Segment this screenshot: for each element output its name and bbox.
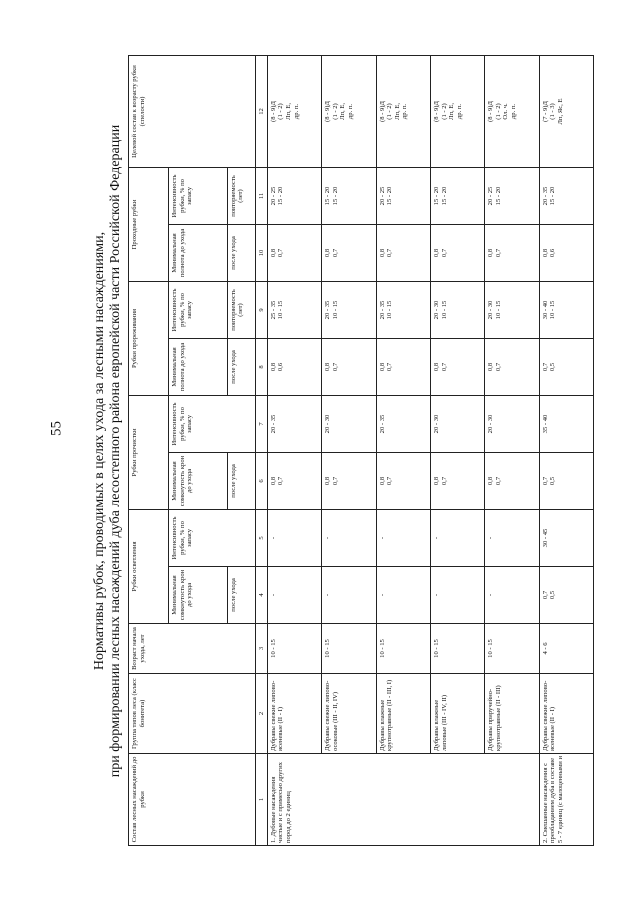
start-age-cell: 10 - 15 [430,624,484,674]
cell-line: др. п. [292,103,300,120]
table-body [267,55,593,845]
cell-line: 0,8 [324,248,332,258]
cell-line: 0,5 [549,362,557,372]
cell-line: 10 - 15 [331,300,339,320]
clearing-closure-cell: - [376,567,430,624]
header-start-age: Возраст начала ухода, лет [129,624,256,674]
clearing-intensity-cell: - [485,510,539,567]
cell-line: (8 - 9)Д [487,101,495,122]
cleaning-intensity-cell: 20 - 35 [267,395,321,452]
cell-line: 0,8 [324,362,332,372]
cell-line: Ол. ч. [502,103,510,120]
forest-type-cell: Дубравы свежие липово-ясеневые (II - I) [267,674,321,754]
passing-intensity-cell [485,167,539,224]
cell-line: 20 - 30 [432,300,440,320]
cell-line: 0,5 [549,590,557,600]
cell-line: 0,7 [541,590,549,600]
cell-line: 15 - 20 [324,186,332,206]
cell-line: др. п. [510,103,518,120]
cell-line: 0,8 [378,362,386,372]
cell-line: 15 - 20 [331,186,339,206]
column-number-row [255,55,267,845]
cell-line: др. п. [401,103,409,120]
column-number: 2 [255,674,267,754]
cell-line: 0,6 [549,248,557,258]
thinning-density-cell [430,338,484,395]
forest-type-cell: Дубравы свежие липово-ясеневые (II - I) [539,674,593,754]
cell-line: (8 - 9)Д [432,101,440,122]
clearing-intensity-cell: - [267,510,321,567]
cell-line: 0,7 [494,248,502,258]
passing-density-cell [485,224,539,281]
target-composition-cell [267,55,321,167]
cell-line: (1 - 2) [331,103,339,120]
thinning-intensity-cell [539,281,593,338]
target-composition-cell [539,55,593,167]
header-thinning: Рубки прореживания [129,281,169,395]
start-age-cell: 10 - 15 [267,624,321,674]
cell-line: 0,7 [494,476,502,486]
cell-line: 10 - 15 [277,300,285,320]
table-row [539,55,593,845]
cell-line: 0,6 [277,362,285,372]
column-number: 1 [255,754,267,846]
title-line: при формировании лесных насаждений дуба лесостепного района европейской части Российской Федерации [108,124,123,778]
cleaning-closure-cell [376,453,430,510]
cell-line: Лп, Яс, Е [556,98,564,125]
composition-cell: 2. Смешанные насаждения с преобладанием дуба в составе 5 - 7 единиц (с малоценными и [539,754,593,846]
header-intensity: Интенсивность рубки, % по запасу [169,395,256,452]
cell-line: (8 - 9)Д [269,101,277,122]
cell-line: 10 - 15 [494,300,502,320]
thinning-intensity-cell [485,281,539,338]
cleaning-closure-cell [322,453,376,510]
clearing-closure-cell: - [430,567,484,624]
column-number: 8 [255,338,267,395]
cleaning-closure-cell [430,453,484,510]
cell-line: 0,8 [269,248,277,258]
clearing-closure-cell: - [322,567,376,624]
header-after-care: после ухода [227,453,255,510]
column-number: 7 [255,395,267,452]
rotated-content [92,56,598,846]
table-row [267,55,321,845]
header-after-care: после ухода [227,567,255,624]
cleaning-intensity-cell: 20 - 30 [322,395,376,452]
target-composition-cell [376,55,430,167]
forest-type-cell: Дубравы влажные липовые (III - IV, II) [430,674,484,754]
cell-line: 0,7 [386,362,394,372]
cell-line: 15 - 20 [277,186,285,206]
target-composition-cell [485,55,539,167]
column-number: 11 [255,167,267,224]
cell-line: 0,7 [331,248,339,258]
page-number: 55 [48,421,65,436]
cell-line: 0,7 [541,476,549,486]
clearing-closure-cell [539,567,593,624]
cell-line: др. п. [347,103,355,120]
column-number: 10 [255,224,267,281]
cell-line: 0,7 [277,248,285,258]
passing-density-cell [430,224,484,281]
cell-line: др. п. [455,103,463,120]
cell-line: 15 - 20 [440,186,448,206]
table-row [376,55,430,845]
start-age-cell: 10 - 15 [376,624,430,674]
cell-line: (1 - 2) [277,103,285,120]
cell-line: Лп, Е, [448,103,456,120]
cell-line: 0,7 [277,476,285,486]
header-cleaning: Рубки прочистки [129,395,169,509]
table-row [485,55,539,845]
cell-line: 0,8 [378,248,386,258]
norms-table [128,55,594,846]
header-min-density: Минимальная полнота до ухода [169,338,227,395]
cell-line: 10 - 15 [440,300,448,320]
cell-line: (1 - 2) [440,103,448,120]
cell-line: 0,8 [269,476,277,486]
thinning-intensity-cell [267,281,321,338]
cell-line: 30 - 40 [541,300,549,320]
thinning-intensity-cell [430,281,484,338]
forest-type-cell: Дубравы влажные крупнотравные (II - III, I) [376,674,430,754]
start-age-cell: 10 - 15 [322,624,376,674]
cell-line: 0,8 [324,476,332,486]
clearing-intensity-cell: - [376,510,430,567]
thinning-density-cell [267,338,321,395]
clearing-closure-cell: - [485,567,539,624]
cell-line: 15 - 20 [494,186,502,206]
clearing-intensity-cell: 30 - 45 [539,510,593,567]
table-title [92,56,124,846]
passing-intensity-cell [430,167,484,224]
cell-line: Лп, Е, [393,103,401,120]
header-after-care: после ухода [227,224,255,281]
clearing-intensity-cell: - [322,510,376,567]
title-line: Нормативы рубок, проводимых в целях ухода за лесными насаждениями, [92,231,107,671]
target-composition-cell [322,55,376,167]
cell-line: 20 - 30 [487,300,495,320]
cell-line: 0,7 [386,476,394,486]
cell-line: 10 - 15 [386,300,394,320]
forest-type-cell: Дубравы приручейно-крупнотравные (II - III) [485,674,539,754]
cell-line: 0,7 [440,362,448,372]
cell-line: 20 - 25 [269,186,277,206]
cleaning-intensity-cell: 20 - 30 [485,395,539,452]
cell-line: 20 - 35 [541,186,549,206]
cell-line: 25 - 35 [269,300,277,320]
table-row [430,55,484,845]
passing-intensity-cell [539,167,593,224]
passing-density-cell [539,224,593,281]
cell-line: 0,7 [331,476,339,486]
thinning-intensity-cell [376,281,430,338]
column-number: 5 [255,510,267,567]
cell-line: Лп, Е, [285,103,293,120]
header-composition: Состав лесных насаждений до рубки [129,754,256,846]
header-clearing: Рубки осветления [129,510,169,624]
cell-line: 0,8 [378,476,386,486]
cleaning-closure-cell [267,453,321,510]
column-number: 6 [255,453,267,510]
cell-line: 15 - 20 [386,186,394,206]
cleaning-intensity-cell: 35 - 40 [539,395,593,452]
header-forest-type: Группа типов леса (класс бонитета) [129,674,256,754]
header-intensity: Интенсивность рубки, % по запасу [169,167,227,224]
passing-density-cell [267,224,321,281]
thinning-density-cell [322,338,376,395]
header-after-care: после ухода [227,338,255,395]
cell-line: (8 - 9)Д [324,101,332,122]
cell-line: 0,8 [432,476,440,486]
forest-type-cell: Дубравы свежие липово-осоковые (III - II, IV) [322,674,376,754]
start-age-cell: 4 - 6 [539,624,593,674]
header-min-closure: Минимальная сомкнутость крон до ухода [169,567,227,624]
thinning-density-cell [485,338,539,395]
cell-line: 0,8 [541,248,549,258]
cell-line: 0,7 [440,476,448,486]
passing-density-cell [322,224,376,281]
cleaning-closure-cell [539,453,593,510]
cell-line: 20 - 25 [487,186,495,206]
header-min-closure: Минимальная сомкнутость крон до ухода [169,453,227,510]
header-passing: Проходные рубки [129,167,169,281]
thinning-intensity-cell [322,281,376,338]
header-intensity: Интенсивность рубки, % по запасу [169,510,256,567]
passing-density-cell [376,224,430,281]
cell-line: 15 - 20 [432,186,440,206]
cell-line: (7 - 9)Д [541,101,549,122]
column-number: 4 [255,567,267,624]
cell-line: 0,8 [487,476,495,486]
cell-line: 0,5 [549,476,557,486]
column-number: 3 [255,624,267,674]
cell-line: 0,8 [269,362,277,372]
thinning-density-cell [539,338,593,395]
table-row [322,55,376,845]
cell-line: Лп, Е, [339,103,347,120]
header-min-density: Минимальная полнота до ухода [169,224,227,281]
cell-line: 0,8 [487,248,495,258]
passing-intensity-cell [376,167,430,224]
cell-line: (1 - 3) [549,103,557,120]
cell-line: (8 - 9)Д [378,101,386,122]
cell-line: 0,8 [487,362,495,372]
cell-line: 10 - 15 [549,300,557,320]
cleaning-intensity-cell: 20 - 35 [376,395,430,452]
cell-line: 20 - 35 [324,300,332,320]
cell-line: 0,7 [541,362,549,372]
cell-line: 0,7 [494,362,502,372]
composition-cell: 1. Дубовые насаждения чистые и с примесью других пород до 2 единиц [267,754,539,846]
cell-line: 0,7 [331,362,339,372]
column-number: 9 [255,281,267,338]
target-composition-cell [430,55,484,167]
cell-line: 0,8 [432,362,440,372]
cell-line: (1 - 2) [386,103,394,120]
header-repeat: повторяемость (лет) [227,281,255,338]
start-age-cell: 10 - 15 [485,624,539,674]
cell-line: 20 - 35 [378,300,386,320]
header-intensity: Интенсивность рубки, % по запасу [169,281,227,338]
clearing-intensity-cell: - [430,510,484,567]
column-number: 12 [255,55,267,167]
cell-line: 20 - 25 [378,186,386,206]
header-target: Целевой состав к возрасту рубки (спелости) [129,55,256,167]
cell-line: 0,7 [440,248,448,258]
header-repeat: повторяемость (лет) [227,167,255,224]
clearing-closure-cell: - [267,567,321,624]
passing-intensity-cell [267,167,321,224]
rotated-page [92,56,598,846]
passing-intensity-cell [322,167,376,224]
cleaning-intensity-cell: 20 - 30 [430,395,484,452]
cell-line: 0,8 [432,248,440,258]
cleaning-closure-cell [485,453,539,510]
thinning-density-cell [376,338,430,395]
cell-line: 0,7 [386,248,394,258]
cell-line: 15 - 20 [549,186,557,206]
cell-line: (1 - 2) [494,103,502,120]
